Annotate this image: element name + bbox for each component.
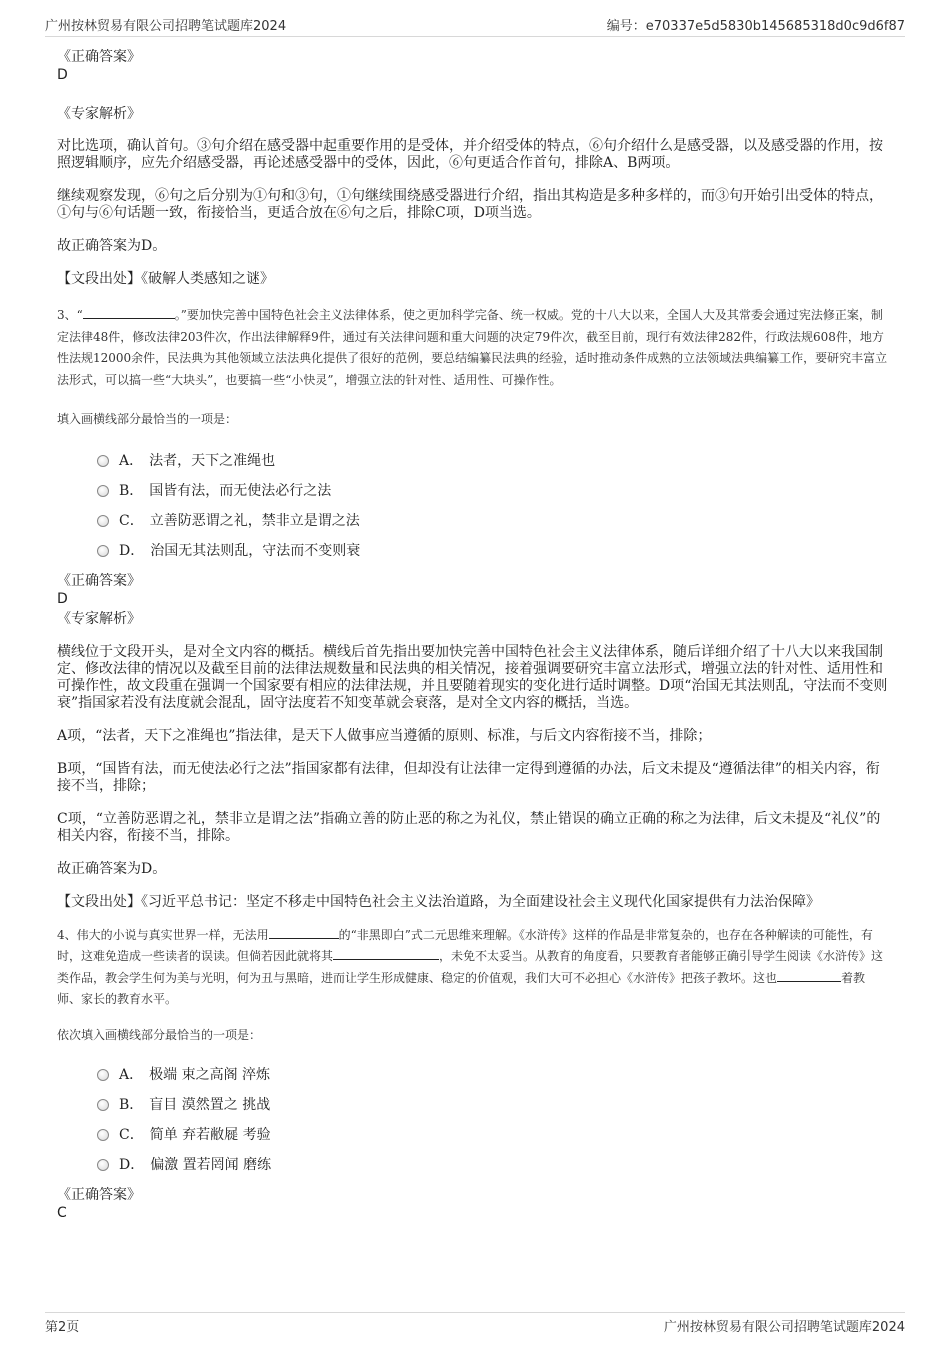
- option-text: 法者，天下之准绳也: [149, 452, 276, 469]
- q3-analysis-label: 《专家解析》: [57, 610, 141, 627]
- q4-stem-1: 4、伟大的小说与真实世界一样，无法用: [57, 927, 269, 942]
- q4-blank-1: [269, 926, 339, 939]
- q4-option-d[interactable]: [57, 1150, 889, 1180]
- q4-option-c[interactable]: [57, 1120, 889, 1150]
- q4-prompt: 依次填入画横线部分最恰当的一项是：: [57, 1027, 262, 1042]
- q3-option-b[interactable]: [57, 476, 889, 506]
- q4-stem-4: 着教师、家长的教育水平。: [57, 970, 866, 1006]
- q4-blank-3: [777, 969, 841, 982]
- q3-analysis-p3: B项，“国皆有法，而无使法必行之法”指国家都有法律，但却没有让法律一定得到遵循的办法，后文未提及“遵循法律”的相关内容，衔接不当，排除；: [57, 760, 880, 794]
- page-content: [57, 48, 889, 1222]
- q2-analysis-p3: 故正确答案为D。: [57, 238, 167, 254]
- radio-icon[interactable]: [97, 1159, 109, 1171]
- option-letter: C．: [119, 1127, 144, 1143]
- option-text: 治国无其法则乱，守法而不变则衰: [150, 542, 361, 559]
- q3-stem-body: 。”要加快完善中国特色社会主义法律体系，使之更加科学完备、统一权威。党的十八大以来，全国人大及其常委会通过宪法修正案，制定法律48件，修改法律203件次，作出法律解释9件，通过有关法律问题和重大问题的决定79件次，截至目前，现行有效法律282件，行政法规608件，地方性法规12000余件，民法典为其他领域立法法典化提供了很好的范例，要总结编纂民法典的经验，适时推动条件成熟的立法领域法典编纂工作，要研究丰富立法形式，可以搞一些“大块头”，也要搞一些“小快灵”，增强立法的针对性、适用性、可操作性。: [57, 308, 888, 387]
- q4-blank-2: [333, 947, 439, 960]
- footer-company: 广州按林贸易有限公司招聘笔试题库2024: [663, 1320, 905, 1335]
- option-letter: D．: [119, 1157, 145, 1173]
- radio-icon[interactable]: [97, 545, 109, 557]
- q3-option-a[interactable]: [57, 446, 889, 476]
- q2-analysis-p1: 对比选项，确认首句。③句介绍在感受器中起重要作用的是受体，并介绍受体的特点，⑥句介绍什么是感受器，以及感受器的作用，按照逻辑顺序，应先介绍感受器，再论述感受器中的受体，因此，⑥句更适合作首句，排除A、B两项。: [57, 138, 883, 171]
- q3-source: 【文段出处】《习近平总书记：坚定不移走中国特色社会主义法治道路，为全面建设社会主义现代化国家提供有力法治保障》: [57, 893, 820, 910]
- radio-icon[interactable]: [97, 485, 109, 497]
- page-footer: [45, 1312, 905, 1337]
- q3-analysis-p5: 故正确答案为D。: [57, 860, 167, 877]
- option-text: 立善防恶谓之礼，禁非立是谓之法: [149, 512, 360, 529]
- q3-stem: [57, 305, 889, 391]
- footer-page-number: 第2页: [45, 1320, 80, 1335]
- q2-analysis-p2: 继续观察发现，⑥句之后分别为①句和③句，①句继续围绕感受器进行介绍，指出其构造是多种多样的，而③句开始引出受体的特点，①句与⑥句话题一致，衔接恰当，更适合放在⑥句之后，排除C项，D项当选。: [57, 188, 883, 221]
- q4-stem: [57, 925, 889, 1011]
- radio-icon[interactable]: [97, 1099, 109, 1111]
- q3-analysis-p4: C项，“立善防恶谓之礼，禁非立是谓之法”指确立善的防止恶的称之为礼仪，禁止错误的确立正确的称之为法律，后文未提及“礼仪”的相关内容，衔接不当，排除。: [57, 810, 881, 844]
- option-letter: A．: [119, 1067, 144, 1083]
- q3-analysis-p1: 横线位于文段开头，是对全文内容的概括。横线后首先指出要加快完善中国特色社会主义法律体系，随后详细介绍了十八大以来我国制定、修改法律的情况以及截至目前的法律法规数量和民法典的相关情况，接着强调要研究丰富立法形式，增强立法的针对性、适用性和可操作性，故文段重在强调一个国家要有相应的法律法规，并且要随着现实的变化进行适时调整。D项“治国无其法则乱，守法而不变则衰”指国家若没有法度就会混乱，固守法度若不知变革就会衰落，是对全文内容的概括，当选。: [57, 643, 888, 711]
- q4-stem-3: ，未免不太妥当。从教育的角度看，只要教育者能够正确引导学生阅读《水浒传》这类作品，教会学生何为美与光明，何为丑与黑暗，进而让学生形成健康、稳定的价值观，我们大可不必担心《水浒传》把孩子教坏。这也: [57, 949, 884, 985]
- page-header: [45, 12, 905, 37]
- header-code: 编号：e70337e5d5830b145685318d0c9d6f87: [606, 19, 905, 34]
- q4-stem-2: 的“非黑即白”式二元思维来理解。《水浒传》这样的作品是非常复杂的，也存在各种解读的可能性，有时，这难免造成一些读者的误读。但倘若因此就将其: [57, 927, 873, 963]
- q3-options: [57, 446, 889, 566]
- radio-icon[interactable]: [97, 515, 109, 527]
- q4-option-a[interactable]: [57, 1060, 889, 1090]
- q4-answer: C: [57, 1205, 67, 1221]
- option-letter: A．: [119, 452, 144, 469]
- q2-source: 【文段出处】《破解人类感知之谜》: [57, 271, 274, 287]
- q2-answer: D: [57, 67, 68, 83]
- option-text: 简单 弃若敝屣 考验: [149, 1127, 271, 1143]
- q4-options: [57, 1060, 889, 1180]
- q4-option-b[interactable]: [57, 1090, 889, 1120]
- q3-option-c[interactable]: [57, 506, 889, 536]
- radio-icon[interactable]: [97, 1129, 109, 1141]
- radio-icon[interactable]: [97, 1069, 109, 1081]
- q3-analysis-p2: A项，“法者，天下之准绳也”指法律，是天下人做事应当遵循的原则、标准，与后文内容衔接不当，排除；: [57, 727, 712, 744]
- option-text: 极端 束之高阁 淬炼: [149, 1067, 271, 1083]
- q3-blank: [83, 306, 175, 319]
- radio-icon[interactable]: [97, 455, 109, 467]
- q2-analysis-label: 《专家解析》: [57, 106, 141, 122]
- option-text: 偏激 置若罔闻 磨练: [150, 1157, 272, 1173]
- q3-answer-label: 《正确答案》: [57, 572, 141, 589]
- option-text: 国皆有法，而无使法必行之法: [149, 482, 332, 499]
- q2-answer-label: 《正确答案》: [57, 49, 141, 65]
- option-letter: B．: [119, 482, 144, 499]
- option-letter: D．: [119, 542, 145, 559]
- option-text: 盲目 漠然置之 挑战: [149, 1097, 271, 1113]
- q3-stem-prefix: 3、“: [57, 308, 83, 322]
- header-company: 广州按林贸易有限公司招聘笔试题库2024: [45, 19, 287, 34]
- q4-answer-label: 《正确答案》: [57, 1187, 141, 1203]
- q3-prompt: 填入画横线部分最恰当的一项是：: [57, 412, 238, 426]
- option-letter: B．: [119, 1097, 144, 1113]
- q3-answer: D: [57, 590, 68, 607]
- option-letter: C．: [119, 512, 144, 529]
- q3-option-d[interactable]: [57, 536, 889, 566]
